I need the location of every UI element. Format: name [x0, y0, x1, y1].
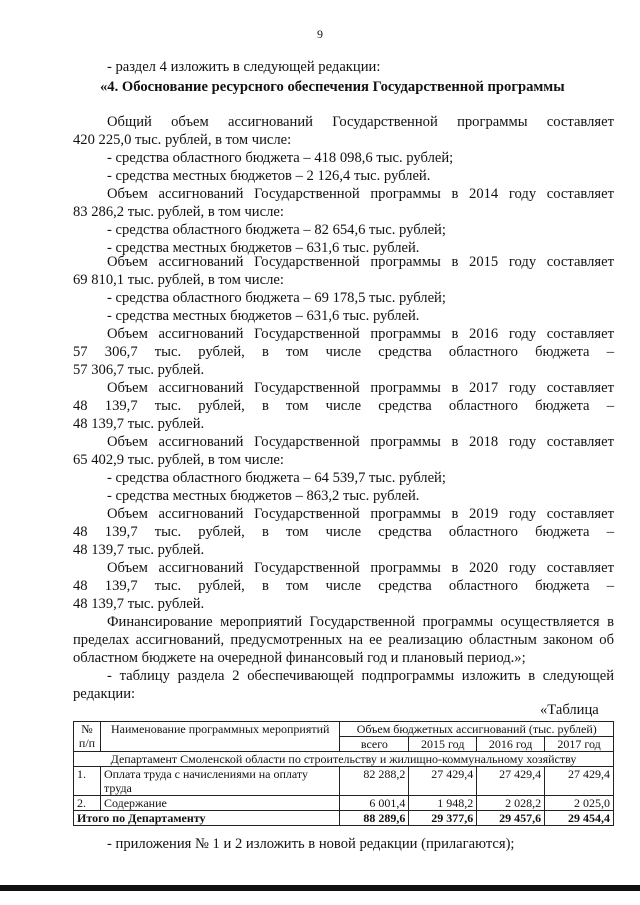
scan-edge-bar: [0, 885, 640, 891]
text-line: 48 139,7 тыс. рублей.: [73, 596, 205, 612]
text-line: Финансирование мероприятий Государственной программы осуществляется в: [107, 614, 614, 630]
header-2016: 2016 год: [477, 737, 545, 752]
row-number: 2.: [74, 796, 101, 811]
text-line: 57 306,7 тыс. рублей, в том числе средства областного бюджета –: [73, 344, 614, 360]
row-total: 6 001,4: [340, 796, 409, 811]
row-2017: 2 025,0: [545, 796, 614, 811]
section-heading: «4. Обоснование ресурсного обеспечения Государственной программы: [100, 79, 565, 95]
table-row: [74, 767, 614, 796]
text-line: областном бюджете на очередной финансовый год и плановый период.»;: [73, 650, 526, 666]
text-line: Объем ассигнований Государственной программы в 2015 году составляет: [107, 254, 614, 270]
row-2015: 27 429,4: [409, 767, 477, 796]
table-footer-row: [74, 811, 614, 826]
text-line: Общий объем ассигнований Государственной программы составляет: [107, 114, 614, 130]
footer-total: 88 289,6: [340, 811, 409, 826]
header-number: № п/п: [74, 722, 101, 752]
row-2017: 27 429,4: [545, 767, 614, 796]
text-line: 420 225,0 тыс. рублей, в том числе:: [73, 132, 292, 148]
footer-2015: 29 377,6: [409, 811, 477, 826]
footer-label: Итого по Департаменту: [74, 811, 340, 826]
text-line: 69 810,1 тыс. рублей, в том числе:: [73, 272, 284, 288]
row-name: Оплата труда с начислениями на оплату труда: [100, 767, 339, 796]
text-line: Объем ассигнований Государственной программы в 2020 году составляет: [107, 560, 614, 576]
text-line: - таблицу раздела 2 обеспечивающей подпрограммы изложить в следующей: [107, 668, 614, 684]
text-line: - средства областного бюджета – 418 098,6 тыс. рублей;: [107, 150, 454, 166]
text-line: 57 306,7 тыс. рублей.: [73, 362, 205, 378]
text-line: - приложения № 1 и 2 изложить в новой редакции (прилагаются);: [107, 836, 515, 852]
text-line: - раздел 4 изложить в следующей редакции:: [107, 59, 381, 75]
text-line: пределах ассигнований, предусмотренных на ее реализацию областным законом об: [73, 632, 614, 648]
text-line: Объем ассигнований Государственной программы в 2018 году составляет: [107, 434, 614, 450]
text-line: Объем ассигнований Государственной программы в 2017 году составляет: [107, 380, 614, 396]
header-2017: 2017 год: [545, 737, 614, 752]
footer-2017: 29 454,4: [545, 811, 614, 826]
department-row: [74, 752, 614, 767]
text-line: Объем ассигнований Государственной программы в 2016 году составляет: [107, 326, 614, 342]
text-line: - средства местных бюджетов – 863,2 тыс. рублей.: [107, 488, 420, 504]
header-2015: 2015 год: [409, 737, 477, 752]
header-total: всего: [340, 737, 409, 752]
text-line: 65 402,9 тыс. рублей, в том числе:: [73, 452, 284, 468]
text-line: Объем ассигнований Государственной программы в 2014 году составляет: [107, 186, 614, 202]
text-line: - средства местных бюджетов – 631,6 тыс. рублей.: [107, 308, 420, 324]
row-name: Содержание: [100, 796, 339, 811]
row-number: 1.: [74, 767, 101, 796]
header-volume: Объем бюджетных ассигнований (тыс. рублей): [340, 722, 614, 737]
table-caption: «Таблица: [540, 702, 599, 718]
row-2015: 1 948,2: [409, 796, 477, 811]
text-line: - средства местных бюджетов – 2 126,4 тыс. рублей.: [107, 168, 431, 184]
table-row: [74, 796, 614, 811]
row-2016: 2 028,2: [477, 796, 545, 811]
text-line: 48 139,7 тыс. рублей, в том числе средства областного бюджета –: [73, 524, 614, 540]
text-line: - средства областного бюджета – 64 539,7 тыс. рублей;: [107, 470, 446, 486]
text-line: - средства местных бюджетов – 631,6 тыс. рублей.: [107, 240, 420, 256]
text-line: 48 139,7 тыс. рублей.: [73, 542, 205, 558]
department-name: Департамент Смоленской области по строительству и жилищно-коммунальному хозяйству: [74, 752, 614, 767]
text-line: - средства областного бюджета – 82 654,6 тыс. рублей;: [107, 222, 446, 238]
header-name: Наименование программных мероприятий: [100, 722, 339, 752]
budget-table: [73, 721, 614, 826]
table-header-row: [74, 722, 614, 737]
row-total: 82 288,2: [340, 767, 409, 796]
row-2016: 27 429,4: [477, 767, 545, 796]
text-line: 48 139,7 тыс. рублей, в том числе средства областного бюджета –: [73, 578, 614, 594]
text-line: Объем ассигнований Государственной программы в 2019 году составляет: [107, 506, 614, 522]
page-number: 9: [317, 27, 323, 41]
text-line: 83 286,2 тыс. рублей, в том числе:: [73, 204, 284, 220]
footer-2016: 29 457,6: [477, 811, 545, 826]
text-line: - средства областного бюджета – 69 178,5 тыс. рублей;: [107, 290, 446, 306]
text-line: редакции:: [73, 686, 136, 702]
text-line: 48 139,7 тыс. рублей, в том числе средства областного бюджета –: [73, 398, 614, 414]
text-line: 48 139,7 тыс. рублей.: [73, 416, 205, 432]
